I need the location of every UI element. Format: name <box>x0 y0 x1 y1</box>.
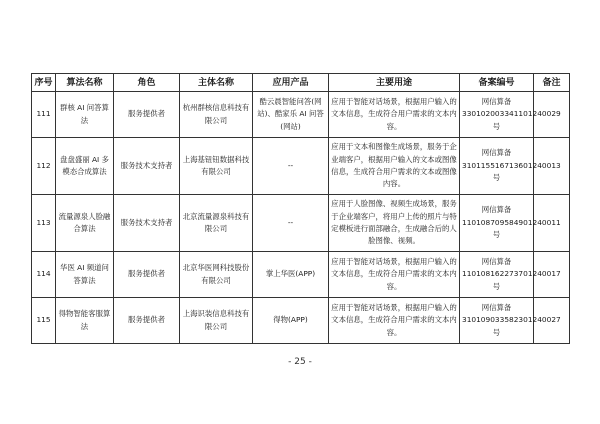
table-row <box>32 92 570 138</box>
cell-role: 服务提供者 <box>114 298 180 344</box>
cell-entity: 杭州群核信息科技有限公司 <box>180 92 253 138</box>
header-no: 序号 <box>32 74 56 92</box>
cell-entity: 北京流量源泉科技有限公司 <box>180 195 253 252</box>
table-row <box>32 252 570 298</box>
cell-product: -- <box>253 195 329 252</box>
cell-entity: 上海基钮钮数据科技有限公司 <box>180 138 253 195</box>
table-row <box>32 298 570 344</box>
page-number: - 25 - <box>288 357 312 367</box>
cell-algorithm: 得物智能客服算法 <box>56 298 114 344</box>
header-note: 备注 <box>534 74 570 92</box>
cell-no: 113 <box>32 195 56 252</box>
header-algorithm: 算法名称 <box>56 74 114 92</box>
table-header-row <box>32 74 570 92</box>
cell-no: 115 <box>32 298 56 344</box>
cell-filing-number: 网信算备310109033582301240027 号 <box>460 298 534 344</box>
header-product: 应用产品 <box>253 74 329 92</box>
cell-role: 服务提供者 <box>114 252 180 298</box>
cell-no: 114 <box>32 252 56 298</box>
cell-entity: 北京华医网科技股份有限公司 <box>180 252 253 298</box>
cell-algorithm: 华医 AI 频道问答算法 <box>56 252 114 298</box>
header-filing-number: 备案编号 <box>460 74 534 92</box>
cell-product: 掌上华医(APP) <box>253 252 329 298</box>
cell-entity: 上海识装信息科技有限公司 <box>180 298 253 344</box>
cell-product: -- <box>253 138 329 195</box>
cell-product: 得物(APP) <box>253 298 329 344</box>
cell-purpose: 应用于智能对话场景，根据用户输入的文本信息，生成符合用户需求的文本内容。 <box>329 92 460 138</box>
cell-purpose: 应用于智能对话场景，根据用户输入的文本信息，生成符合用户需求的文本内容。 <box>329 252 460 298</box>
cell-product: 酷云晨智能问答(网站)、酷家乐 AI 问答(网站) <box>253 92 329 138</box>
header-purpose: 主要用途 <box>329 74 460 92</box>
cell-no: 111 <box>32 92 56 138</box>
header-entity: 主体名称 <box>180 74 253 92</box>
cell-filing-number: 网信算备110108709584901240011 号 <box>460 195 534 252</box>
cell-no: 112 <box>32 138 56 195</box>
cell-purpose: 应用于人脸图像、视频生成场景，服务于企业端客户，将用户上传的照片与特定模板进行面部融合，生成融合后的人脸图像、视频。 <box>329 195 460 252</box>
cell-filing-number: 网信算备110108162273701240017 号 <box>460 252 534 298</box>
cell-purpose: 应用于文本和图像生成场景，服务于企业端客户，根据用户输入的文本或图像信息，生成符合用户需求的文本或图像内容。 <box>329 138 460 195</box>
cell-algorithm: 群核 AI 问答算法 <box>56 92 114 138</box>
cell-filing-number: 网信算备310115516713601240013 号 <box>460 138 534 195</box>
cell-algorithm: 流量源泉人脸融合算法 <box>56 195 114 252</box>
cell-filing-number: 网信算备330102003341101240029 号 <box>460 92 534 138</box>
cell-role: 服务提供者 <box>114 92 180 138</box>
header-role: 角色 <box>114 74 180 92</box>
cell-role: 服务技术支持者 <box>114 138 180 195</box>
algorithm-filing-table <box>31 73 570 344</box>
cell-algorithm: 盘盘盛丽 AI 多模态合成算法 <box>56 138 114 195</box>
cell-role: 服务技术支持者 <box>114 195 180 252</box>
table-row <box>32 138 570 195</box>
table-row <box>32 195 570 252</box>
cell-purpose: 应用于智能对话场景，根据用户输入的文本信息，生成符合用户需求的文本内容。 <box>329 298 460 344</box>
